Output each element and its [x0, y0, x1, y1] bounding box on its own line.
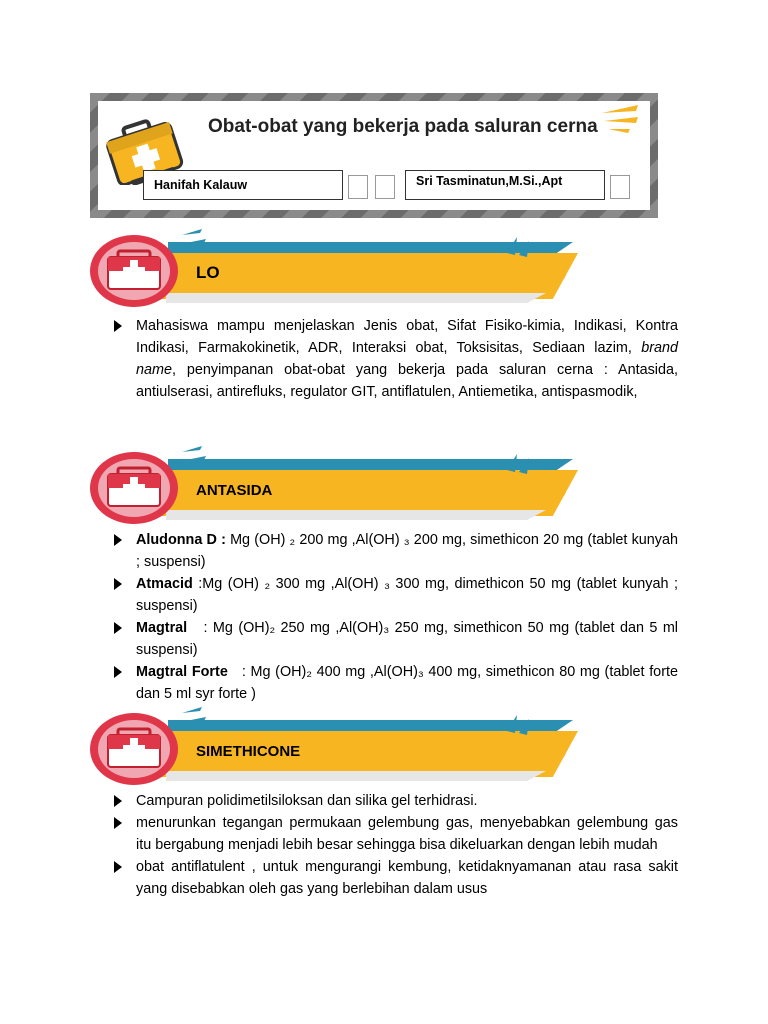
- simethicone-list: [112, 790, 678, 900]
- section-heading: SIMETHICONE: [196, 743, 301, 760]
- medical-bag-icon: [88, 233, 180, 309]
- list-item: [112, 617, 678, 661]
- drug-separator: :: [227, 664, 251, 680]
- medical-bag-icon: [88, 450, 180, 526]
- list-item: [112, 661, 678, 705]
- bullet-arrow-icon: [114, 795, 122, 807]
- banner-shadow: [166, 293, 546, 303]
- drug-separator: :: [192, 576, 203, 592]
- bullet-arrow-icon: [114, 817, 122, 829]
- drug-description: Mg (OH) ₂ 200 mg ,Al(OH) ₃ 200 mg, simethicon 20 mg (tablet kunyah ; suspensi): [136, 532, 679, 570]
- tick-decoration-icon: [503, 450, 537, 476]
- lecturer-name-box: Sri Tasminatun,M.Si.,Apt: [405, 170, 605, 200]
- tick-decoration-icon: [538, 253, 572, 279]
- banner-shadow: [166, 510, 546, 520]
- drug-separator: :: [216, 532, 231, 548]
- tick-decoration-icon: [538, 731, 572, 757]
- drug-name: Atmacid: [136, 576, 193, 592]
- bullet-arrow-icon: [114, 534, 122, 546]
- lo-text-block: [112, 315, 678, 403]
- list-item: [112, 856, 678, 900]
- section-banner-antasida: [88, 442, 588, 532]
- list-item: [112, 573, 678, 617]
- bullet-arrow-icon: [114, 622, 122, 634]
- drug-name: Magtral: [136, 620, 188, 636]
- bullet-arrow-icon: [114, 320, 122, 332]
- lo-text-part: Mahasiswa mampu menjelaskan Jenis obat, Sifat Fisiko-kimia, Indikasi, Kontra Indikasi, Farmakokinetik, ADR, Interaksi obat, Toksisitas, Sediaan lazim,: [136, 318, 678, 356]
- banner-shadow: [166, 771, 546, 781]
- drug-separator: :: [187, 620, 213, 636]
- document-title: Obat-obat yang bekerja pada saluran cerna: [208, 116, 598, 137]
- medical-bag-icon: [88, 711, 180, 787]
- tick-decoration-icon: [538, 470, 572, 496]
- drug-name: Aludonna D: [136, 532, 217, 548]
- lo-italic-text: brand name: [136, 340, 678, 378]
- list-item: [112, 812, 678, 856]
- tick-decoration-icon: [503, 233, 537, 259]
- bullet-arrow-icon: [114, 861, 122, 873]
- section-heading: LO: [196, 263, 220, 282]
- bullet-arrow-icon: [114, 578, 122, 590]
- section-heading: ANTASIDA: [196, 482, 273, 499]
- banner-ribbon: [158, 253, 578, 299]
- burst-decoration-icon: [600, 99, 640, 139]
- antasida-list: [112, 529, 678, 705]
- bullet-arrow-icon: [114, 666, 122, 678]
- drug-description: Mg (OH) ₂ 300 mg ,Al(OH) ₃ 300 mg, dimethicon 50 mg (tablet kunyah ; suspensi): [136, 576, 678, 614]
- name-tab-decoration: [348, 175, 368, 199]
- name-tab-decoration: [375, 175, 395, 199]
- list-item: [112, 315, 678, 403]
- tick-decoration-icon: [503, 711, 537, 737]
- section-banner-lo: [88, 225, 588, 315]
- document-header: [90, 93, 658, 218]
- list-item: [112, 529, 678, 573]
- list-item-text: menurunkan tegangan permukaan gelembung gas, menyebabkan gelembung gas itu bergabung menjadi lebih besar sehingga bisa dikeluarkan dengan lebih mudah: [136, 815, 678, 853]
- list-item-text: Campuran polidimetilsiloksan dan silika gel terhidrasi.: [136, 793, 478, 809]
- drug-name: Magtral Forte: [136, 664, 228, 680]
- section-banner-simethicone: [88, 703, 588, 793]
- list-item: [112, 790, 678, 812]
- name-tab-decoration: [610, 175, 630, 199]
- author-name-box: Hanifah Kalauw: [143, 170, 343, 200]
- drug-description: Mg (OH)₂ 250 mg ,Al(OH)₃ 250 mg, simethicon 50 mg (tablet dan 5 ml suspensi): [136, 620, 678, 658]
- lo-text-part: , penyimpanan obat-obat yang bekerja pada saluran cerna : Antasida, antiulserasi, antirefluks, regulator GIT, antiflatulen, Antiemetika, antispasmodik,: [136, 362, 678, 400]
- list-item-text: obat antiflatulent , untuk mengurangi kembung, ketidaknyamanan atau rasa sakit yang disebabkan oleh gas yang berlebihan dalam usus: [136, 859, 678, 897]
- drug-description: Mg (OH)₂ 400 mg ,Al(OH)₃ 400 mg, simethicon 80 mg (tablet forte dan 5 ml syr forte ): [136, 664, 678, 702]
